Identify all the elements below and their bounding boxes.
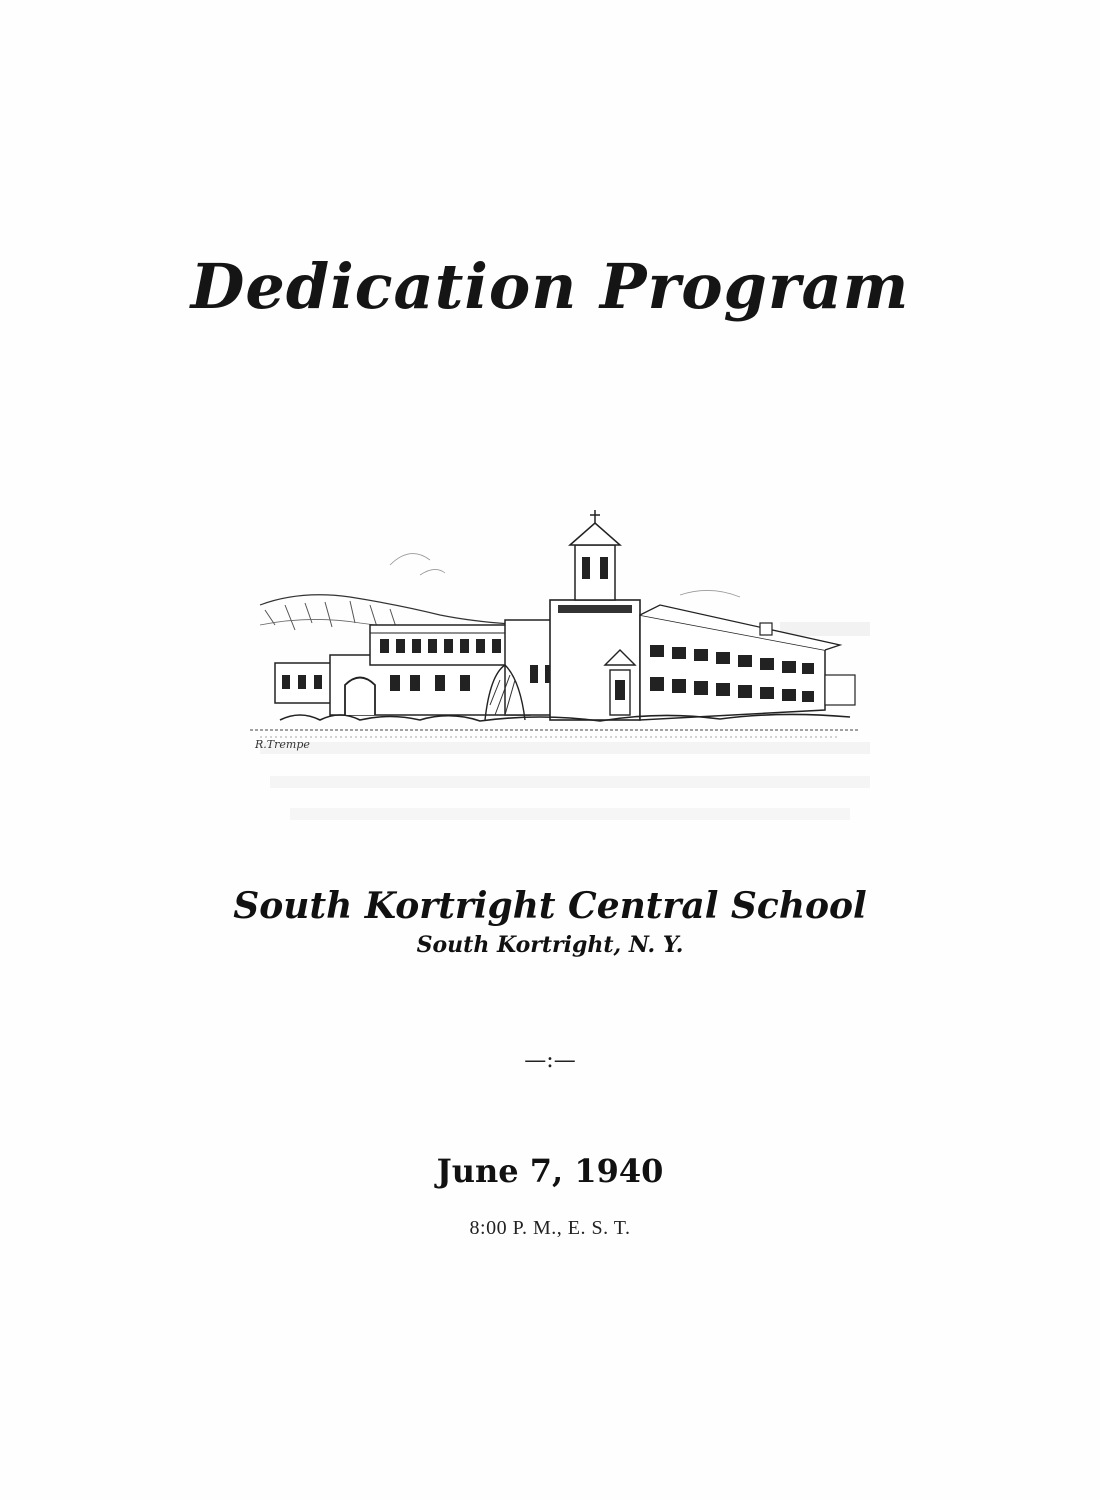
event-date: June 7, 1940 xyxy=(436,1152,664,1190)
school-building-illustration xyxy=(240,505,870,765)
artist-signature: R.Trempe xyxy=(255,738,310,751)
program-title: Dedication Program xyxy=(190,250,910,323)
school-location: South Kortright, N. Y. xyxy=(416,932,684,958)
event-time: 8:00 P. M., E. S. T. xyxy=(469,1217,631,1239)
school-name: South Kortright Central School xyxy=(233,885,867,927)
bleed-through-mark xyxy=(270,776,870,788)
ornamental-divider: —:— xyxy=(524,1048,576,1073)
bleed-through-mark xyxy=(290,808,850,820)
